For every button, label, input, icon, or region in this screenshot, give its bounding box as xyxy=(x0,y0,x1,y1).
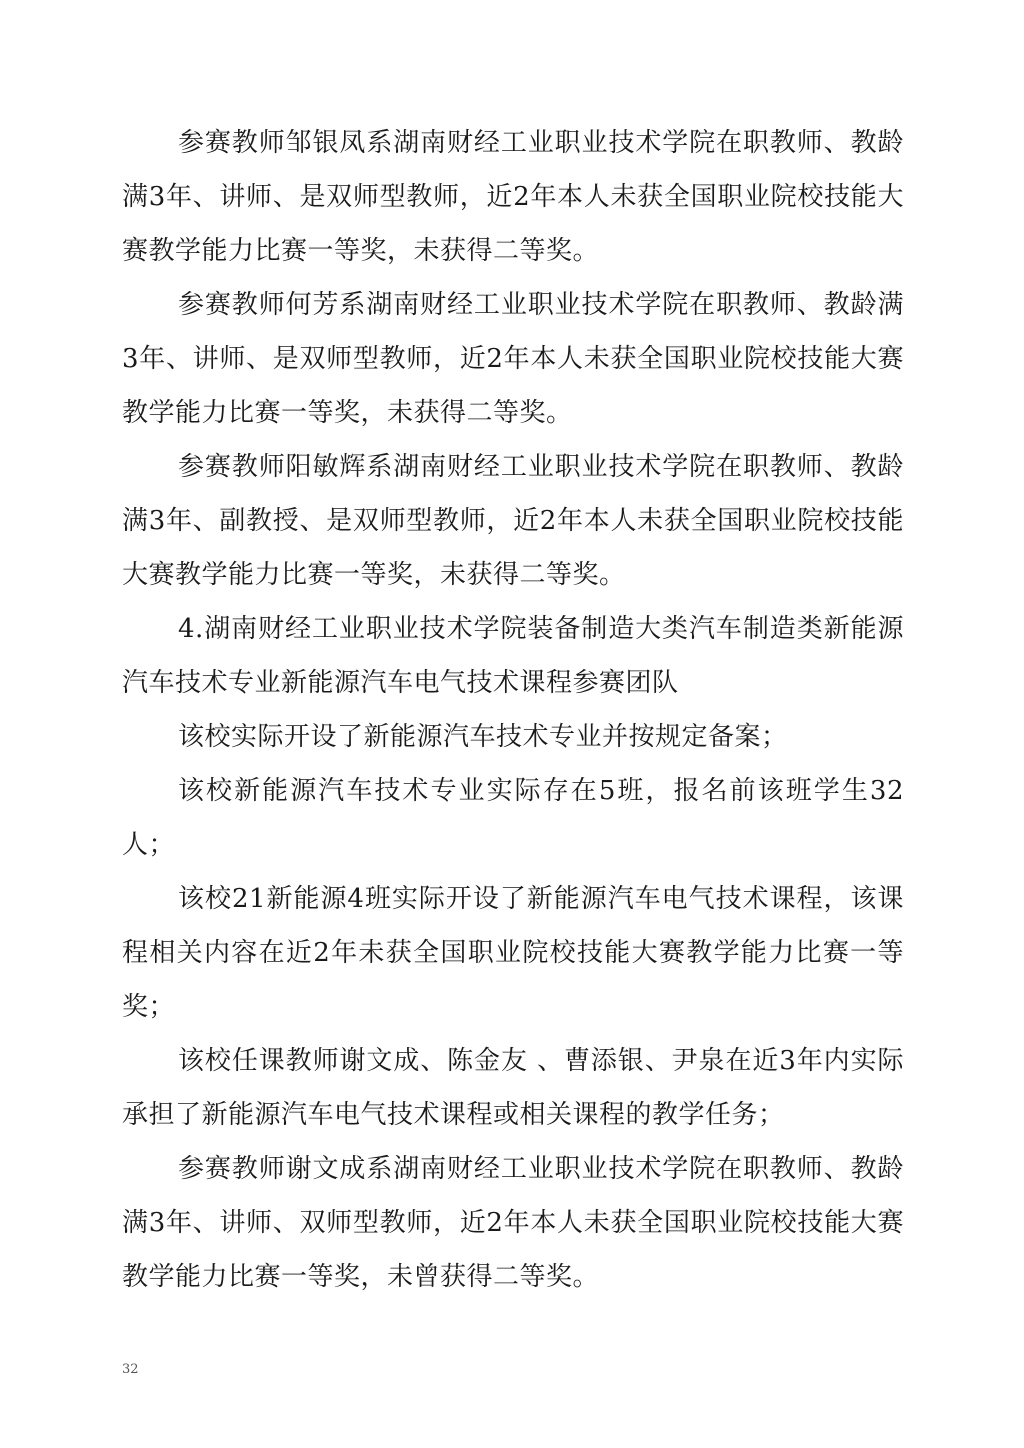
section-heading-team-4: 4.湖南财经工业职业技术学院装备制造大类汽车制造类新能源汽车技术专业新能源汽车电气技术课程参赛团队 xyxy=(122,614,904,698)
paragraph-class-size: 该校新能源汽车技术专业实际存在5班，报名前该班学生32人； xyxy=(122,776,904,860)
paragraph-major-filing: 该校实际开设了新能源汽车技术专业并按规定备案； xyxy=(178,722,788,752)
paragraph-teacher-zou: 参赛教师邹银凤系湖南财经工业职业技术学院在职教师、教龄满3年、讲师、是双师型教师，近2年本人未获全国职业院校技能大赛教学能力比赛一等奖，未获得二等奖。 xyxy=(122,128,904,266)
paragraph-teacher-xie: 参赛教师谢文成系湖南财经工业职业技术学院在职教师、教龄满3年、讲师、双师型教师，近2年本人未获全国职业院校技能大赛教学能力比赛一等奖，未曾获得二等奖。 xyxy=(122,1154,904,1292)
paragraph-course-offered: 该校21新能源4班实际开设了新能源汽车电气技术课程，该课程相关内容在近2年未获全国职业院校技能大赛教学能力比赛一等奖； xyxy=(122,884,904,1022)
paragraph-teacher-yang: 参赛教师阳敏辉系湖南财经工业职业技术学院在职教师、教龄满3年、副教授、是双师型教师，近2年本人未获全国职业院校技能大赛教学能力比赛一等奖，未获得二等奖。 xyxy=(122,452,904,590)
page-number: 32 xyxy=(122,1362,139,1377)
paragraph-teaching-staff: 该校任课教师谢文成、陈金友 、曹添银、尹泉在近3年内实际承担了新能源汽车电气技术课程或相关课程的教学任务； xyxy=(122,1046,904,1130)
document-body xyxy=(122,116,904,1304)
paragraph-teacher-he: 参赛教师何芳系湖南财经工业职业技术学院在职教师、教龄满3年、讲师、是双师型教师，近2年本人未获全国职业院校技能大赛教学能力比赛一等奖，未获得二等奖。 xyxy=(122,290,904,428)
